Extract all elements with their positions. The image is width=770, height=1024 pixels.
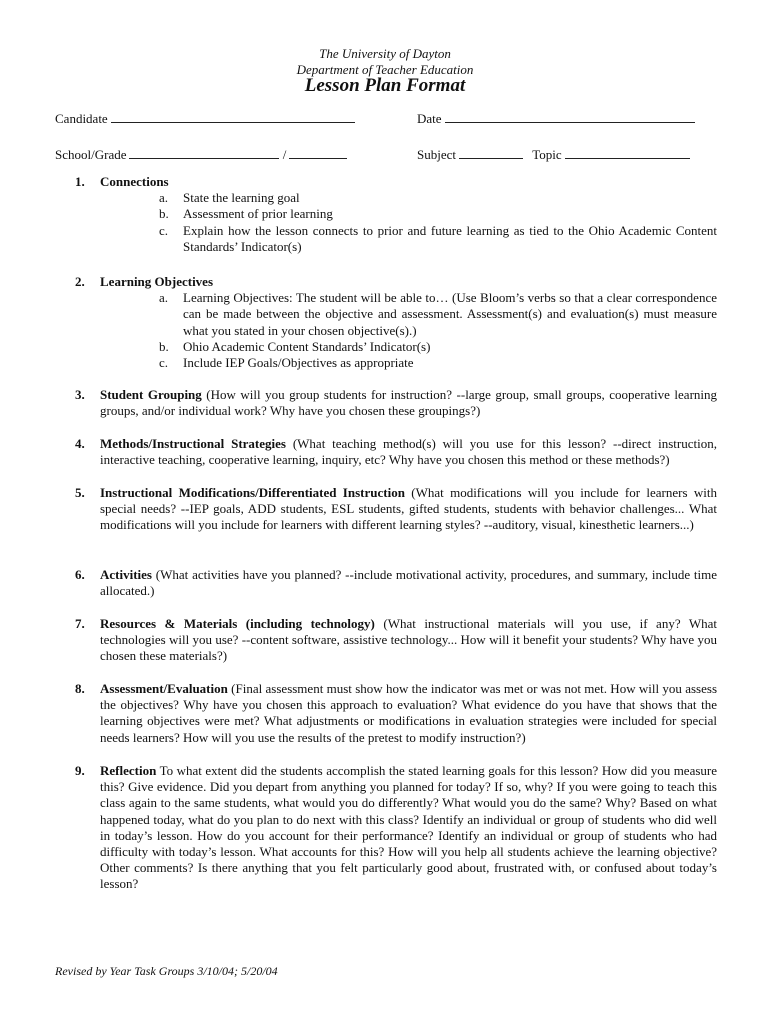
grade-blank[interactable] bbox=[289, 147, 347, 159]
section-number: 2. bbox=[75, 274, 85, 289]
section-resources bbox=[75, 616, 717, 665]
section-methods bbox=[75, 436, 717, 468]
section-number: 8. bbox=[75, 681, 85, 696]
section-heading: Assessment/Evaluation bbox=[100, 681, 228, 696]
section-heading: Resources & Materials (including technology) bbox=[100, 616, 375, 631]
candidate-label: Candidate bbox=[55, 111, 108, 126]
section-number: 6. bbox=[75, 567, 85, 582]
section-text: (What teaching method(s) will you use for this lesson? --direct instruction, interactive teaching, cooperative learning, inquiry, etc? Why have you chosen this method or these methods?) bbox=[100, 436, 717, 468]
list-text: Ohio Academic Content Standards’ Indicator(s) bbox=[183, 338, 431, 354]
list-letter: c. bbox=[159, 355, 169, 371]
list-letter: c. bbox=[159, 222, 169, 238]
section-heading: Student Grouping bbox=[100, 387, 202, 402]
revision-footer: Revised by Year Task Groups 3/10/04; 5/20/04 bbox=[55, 964, 278, 978]
date-blank[interactable] bbox=[445, 111, 695, 123]
list-text: Include IEP Goals/Objectives as appropriate bbox=[183, 355, 414, 371]
list-text: Learning Objectives: The student will be able to… (Use Bloom’s verbs so that a clear correspondence can be made between the objective and assessment. Assessment(s) and evaluation(s) must measure what you stated in your chosen objective(s).) bbox=[183, 290, 717, 338]
section-number: 3. bbox=[75, 387, 85, 402]
section-heading: Activities bbox=[100, 567, 152, 582]
department-name: Department of Teacher Education bbox=[296, 62, 474, 77]
date-label: Date bbox=[417, 111, 442, 126]
list-letter: a. bbox=[159, 290, 169, 306]
section-text: (What modifications will you include for learners with special needs? --IEP goals, ADD students, ESL students, gifted students, students with behavior challenges... What modifications will you include for learners with different learning styles? --auditory, visual, kinesthetic learners...) bbox=[100, 485, 717, 533]
section-learning-objectives bbox=[75, 274, 717, 371]
section-text: (Final assessment must show how the indicator was met or was not met. How will you assess the objectives? Why have you chosen this approach to evaluation? What evidence do you have that shows that the learning objectives were met? What adjustments or modifications in evaluation strategies were included for special needs learners? How will you use the results of the pretest to modify instruction?) bbox=[100, 681, 718, 745]
list-item bbox=[75, 339, 717, 355]
section-text: (How will you group students for instruction? --large group, small groups, cooperative learning groups, and/or individual work? Why have you chosen these groupings?) bbox=[100, 387, 718, 419]
university-name: The University of Dayton bbox=[319, 46, 451, 61]
list-letter: b. bbox=[159, 206, 169, 222]
list-text: State the learning goal bbox=[183, 190, 300, 206]
section-heading: Instructional Modifications/Differentiated Instruction bbox=[100, 485, 405, 500]
section-heading: Connections bbox=[100, 174, 169, 189]
section-activities bbox=[75, 567, 717, 599]
section-modifications bbox=[75, 485, 717, 534]
section-heading: Methods/Instructional Strategies bbox=[100, 436, 286, 451]
subject-topic-field bbox=[417, 147, 690, 163]
list-item bbox=[75, 355, 717, 371]
section-text: (What activities have you planned? --include motivational activity, procedures, and summary, include time allocated.) bbox=[100, 567, 718, 599]
list-item bbox=[75, 190, 717, 206]
school-grade-field bbox=[55, 147, 347, 163]
subject-label: Subject bbox=[417, 147, 456, 162]
list-letter: b. bbox=[159, 338, 169, 354]
section-connections bbox=[75, 174, 717, 255]
section-assessment bbox=[75, 681, 717, 746]
school-blank[interactable] bbox=[129, 147, 279, 159]
section-number: 4. bbox=[75, 436, 85, 451]
section-number: 9. bbox=[75, 763, 85, 778]
candidate-blank[interactable] bbox=[111, 111, 355, 123]
section-heading: Reflection bbox=[100, 763, 157, 778]
section-number: 5. bbox=[75, 485, 85, 500]
list-letter: a. bbox=[159, 190, 169, 206]
section-number: 7. bbox=[75, 616, 85, 631]
section-student-grouping bbox=[75, 387, 717, 419]
list-item bbox=[75, 206, 717, 222]
school-grade-slash: / bbox=[282, 147, 287, 162]
subject-blank[interactable] bbox=[459, 147, 523, 159]
section-heading: Learning Objectives bbox=[100, 274, 214, 289]
section-text: (What instructional materials will you use, if any? What technologies will you use? --content software, assistive technology... How will it benefit your students? Why have you chosen these materials?) bbox=[100, 616, 717, 664]
school-grade-label: School/Grade bbox=[55, 147, 127, 162]
page-title: Lesson Plan Format bbox=[304, 75, 466, 96]
topic-label: Topic bbox=[532, 147, 562, 162]
section-text: To what extent did the students accomplish the stated learning goals for this lesson? How did you measure this? Give evidence. Did you depart from anything you planned for today? If so, why? If you were going to teach this class again to the same students, what would you do differently? What would you do the same? Why? Based on what happened today, what do you plan to do next with this class? Identify an individual or group of students who did well in today’s lesson. How do you account for their performance? Identify an individual or group of students who had difficulty with today’s lesson. What accounts for this? How will you help all students achieve the learning objective? Other comments? Is there anything that you felt particularly good about, frustrated with, or confused about today’s lesson? bbox=[100, 763, 717, 892]
topic-blank[interactable] bbox=[565, 147, 690, 159]
section-reflection bbox=[75, 763, 717, 893]
candidate-field bbox=[55, 111, 355, 127]
list-text: Explain how the lesson connects to prior and future learning as tied to the Ohio Academic Content Standards’ Indicator(s) bbox=[183, 222, 717, 254]
list-item bbox=[75, 290, 717, 339]
section-number: 1. bbox=[75, 174, 85, 189]
list-item bbox=[75, 223, 717, 255]
date-field bbox=[417, 111, 695, 127]
list-text: Assessment of prior learning bbox=[183, 206, 333, 222]
